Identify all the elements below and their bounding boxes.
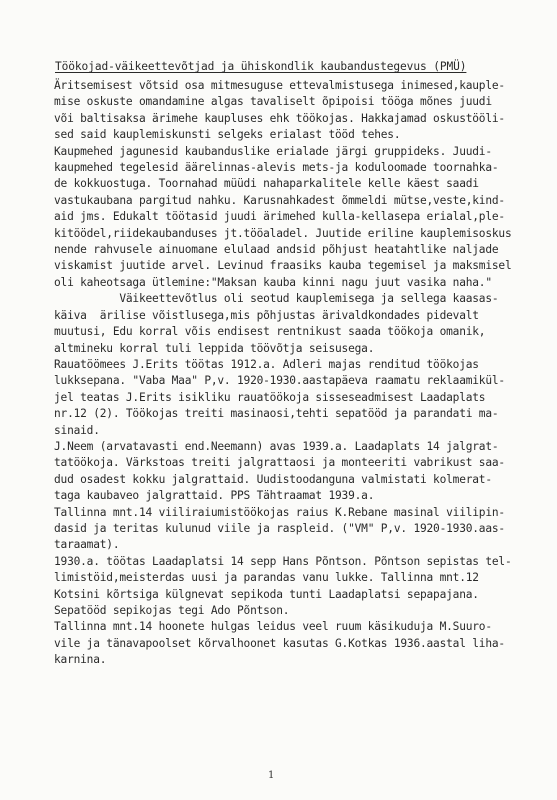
- text-line: Kaupmehed jagunesid kaubanduslike erialade järgi gruppideks. Juudi-: [54, 144, 492, 158]
- text-line: taga kaubaveo jalgrattaid. PPS Tähtraamat 1939.a.: [54, 489, 375, 503]
- text-line: Tallinna mnt.14 hoonete hulgas leidus veel ruum käsikuduja M.Suuro-: [54, 620, 492, 634]
- page-number: 1: [268, 770, 275, 781]
- text-line: muutusi, Edu korral võis endisest rentnikust saada töökoja omanik,: [54, 325, 486, 339]
- text-line: sinaid.: [54, 423, 100, 437]
- text-line: karnina.: [54, 653, 107, 667]
- text-line: Tallinna mnt.14 viiliraiumistöökojas raius K.Rebane masinal viilipin-: [54, 505, 505, 519]
- text-line: kitöödel,riidekaubanduses jt.tööaladel. Juutide eriline kauplemisoskus: [54, 226, 512, 240]
- text-line: nr.12 (2). Töökojas treiti masinaosi,tehti sepatööd ja parandati ma-: [54, 407, 499, 421]
- text-line: J.Neem (arvatavasti end.Neemann) avas 1939.a. Laadaplats 14 jalgrat-: [54, 439, 499, 453]
- text-line: vastukaubana pargitud nahku. Karusnahkadest õmmeldi mütse,veste,kind-: [54, 193, 505, 207]
- text-line: Rauatöömees J.Erits töötas 1912.a. Adleri majas renditud töökojas: [54, 357, 479, 371]
- text-line: kaupmehed tegelesid äärelinnas-alevis mets-ja koduloomade toornahka-: [54, 161, 499, 175]
- text-line: viskamist juutide arvel. Levinud fraasiks kauba tegemisel ja maksmisel: [54, 259, 512, 273]
- document-body: [54, 78, 524, 669]
- text-line: taraamat).: [54, 538, 120, 552]
- text-line: dasid ja teritas kulunud viile ja raspleid. ("VM" P,v. 1920-1930.aas-: [54, 521, 505, 535]
- text-line: sed said kauplemiskunsti selgeks erialast tööd tehes.: [54, 128, 401, 142]
- text-line: 1930.a. töötas Laadaplatsi 14 sepp Hans Põntson. Põntson sepistas tel-: [54, 554, 512, 568]
- text-line: jel teatas J.Erits isikliku rauatöökoja sisseseadmisest Laadaplats: [54, 390, 486, 404]
- text-line: Äritsemisest võtsid osa mitmesuguse ettevalmistusega inimesed,kauple-: [54, 79, 505, 92]
- text-line: vile ja tänavapoolset kõrvalhoonet kasutas G.Kotkas 1936.aastal liha-: [54, 636, 505, 650]
- text-line: limistöid,meisterdas uusi ja parandas vanu lukke. Tallinna mnt.12: [54, 571, 479, 585]
- text-line: või baltisaksa ärimehe kaupluses ehk töökojas. Hakkajamad oskustööli-: [54, 111, 505, 125]
- text-line: lukksepana. "Vaba Maa" P,v. 1920-1930.aastapäeva raamatu reklaamikül-: [54, 374, 505, 388]
- text-line: Kotsini kõrtsiga külgnevat sepikoda tunti Laadaplatsi sepapajana.: [54, 587, 479, 601]
- text-line: oli kaheotsaga ütlemine:"Maksan kauba kinni nagu juut vasika naha.": [54, 275, 492, 289]
- text-line: käiva ärilise võistlusega,mis põhjustas ärivaldkondades pidevalt: [54, 308, 479, 322]
- text-line: aid jms. Edukalt töötasid juudi ärimehed kulla-kellasepa erialal,ple-: [54, 210, 505, 224]
- text-line: nende rahvusele ainuomane elulaad andsid põhjust heatahtlike naljade: [54, 243, 499, 257]
- text-line: dud osadest kokku jalgrattaid. Uudistoodanguna valmistati kolmerat-: [54, 472, 492, 486]
- text-line: Sepatööd sepikojas tegi Ado Põntson.: [54, 604, 290, 617]
- document-heading: Töökojad-väikeettevõtjad ja ühiskondlik kaubandustegevus (PMÜ): [55, 60, 467, 73]
- text-line: tatöökoja. Värkstoas treiti jalgrattaosi ja monteeriti vabrikust saa-: [54, 456, 505, 470]
- text-line: Väikeettevõtlus oli seotud kauplemisega ja sellega kaasas-: [54, 292, 499, 306]
- text-line: mise oskuste omandamine algas tavaliselt õpipoisi tööga mõnes juudi: [54, 95, 492, 109]
- text-line: de kokkuostuga. Toornahad müüdi nahaparkalitele kelle käest saadi: [54, 177, 479, 191]
- text-line: altmineku korral tuli leppida töövõtja seisusega.: [54, 341, 375, 355]
